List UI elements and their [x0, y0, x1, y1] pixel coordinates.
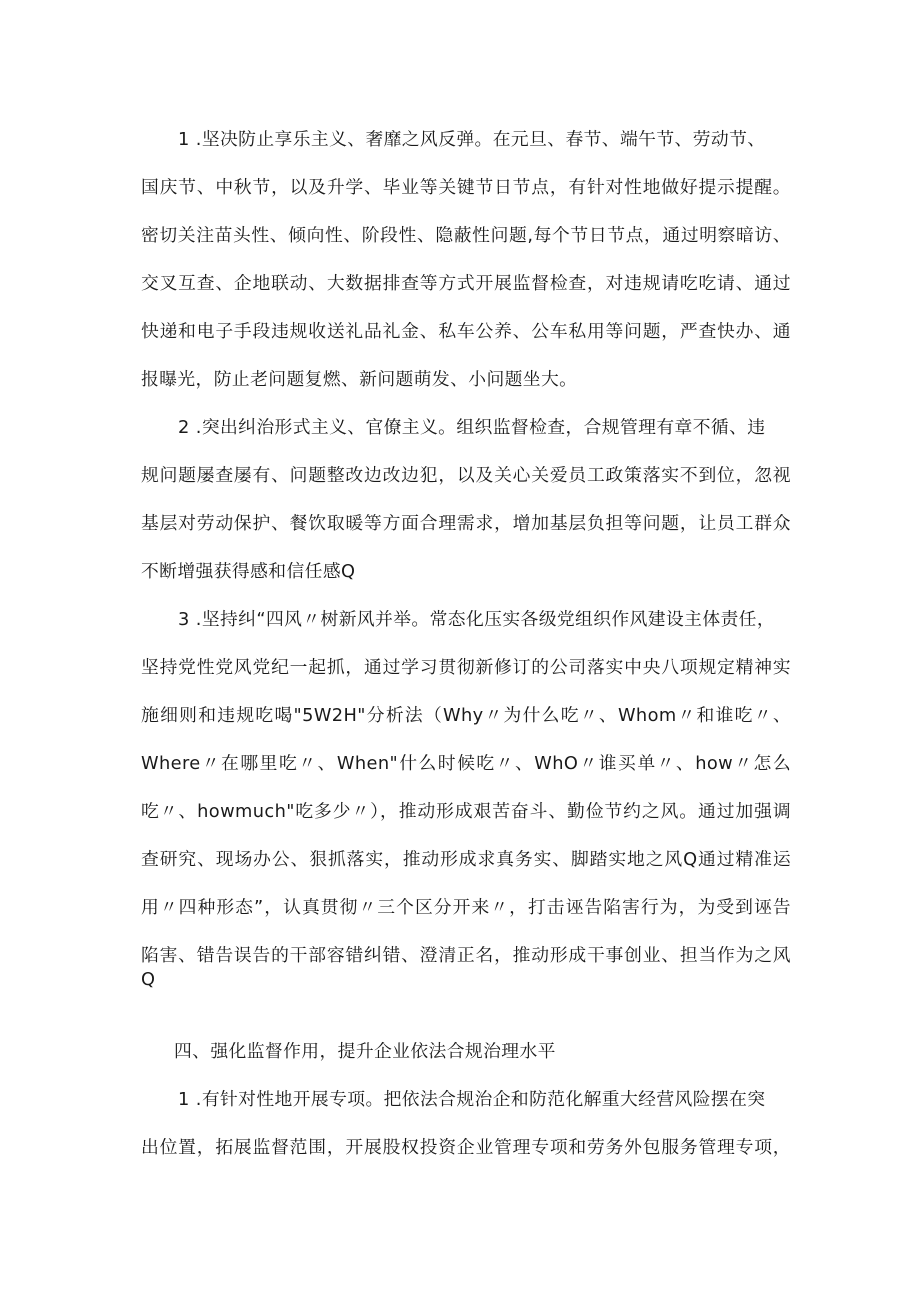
paragraph-3-line-4: Where〃在哪里吃〃、When"什么时候吃〃、WhO〃谁买单〃、how〃怎么	[141, 753, 791, 774]
paragraph-4-line-2: 出位置，拓展监督范围，开展股权投资企业管理专项和劳务外包服务管理专项，	[141, 1137, 791, 1158]
paragraph-1-line-3: 密切关注苗头性、倾向性、阶段性、隐蔽性问题,每个节日节点，通过明察暗访、	[141, 225, 791, 246]
paragraph-1-line-4: 交叉互查、企地联动、大数据排查等方式开展监督检查，对违规请吃吃请、通过	[141, 273, 791, 294]
paragraph-3-line-1: 3 .坚持纠“四风〃树新风并举。常态化压实各级党组织作风建设主体责任，	[178, 609, 776, 630]
paragraph-2-line-3: 基层对劳动保护、餐饮取暖等方面合理需求，增加基层负担等问题，让员工群众	[141, 513, 791, 534]
paragraph-2-line-1: 2 .突出纠治形式主义、官僚主义。组织监督检查，合规管理有章不循、违	[178, 417, 766, 438]
paragraph-1-line-2: 国庆节、中秋节，以及升学、毕业等关键节日节点，有针对性地做好提示提醒。	[141, 177, 791, 198]
paragraph-1-line-5: 快递和电子手段违规收送礼品礼金、私车公养、公车私用等问题，严查快办、通	[141, 321, 791, 342]
paragraph-4-line-1: 1 .有针对性地开展专项。把依法合规治企和防范化解重大经营风险摆在突	[178, 1089, 766, 1110]
paragraph-1-line-1: 1 .坚决防止享乐主义、奢靡之风反弹。在元旦、春节、端午节、劳动节、	[178, 129, 766, 150]
paragraph-2-line-2: 规问题屡查屡有、问题整改边改边犯，以及关心关爱员工政策落实不到位，忽视	[141, 465, 791, 486]
paragraph-3-line-2: 坚持党性党风党纪一起抓，通过学习贯彻新修订的公司落实中央八项规定精神实	[141, 657, 791, 678]
paragraph-3-line-6: 查研究、现场办公、狠抓落实，推动形成求真务实、脚踏实地之风Q通过精准运	[141, 849, 791, 870]
paragraph-3-line-8: 陷害、错告误告的干部容错纠错、澄清正名，推动形成干事创业、担当作为之风	[141, 945, 791, 966]
paragraph-3-line-9: Q	[141, 969, 156, 990]
paragraph-3-line-3: 施细则和违规吃喝"5W2H"分析法（Why〃为什么吃〃、Whom〃和谁吃〃、	[141, 705, 791, 726]
paragraph-1-line-6: 报曝光，防止老问题复燃、新问题萌发、小问题坐大。	[141, 369, 578, 390]
paragraph-2-line-4: 不断增强获得感和信任感Q	[141, 561, 356, 582]
paragraph-3-line-5: 吃〃、howmuch"吃多少〃），推动形成艰苦奋斗、勤俭节约之风。通过加强调	[141, 801, 791, 822]
paragraph-3-line-7: 用〃四种形态”，认真贯彻〃三个区分开来〃，打击诬告陷害行为，为受到诬告	[141, 897, 791, 918]
section-heading: 四、强化监督作用，提升企业依法合规治理水平	[174, 1041, 556, 1062]
